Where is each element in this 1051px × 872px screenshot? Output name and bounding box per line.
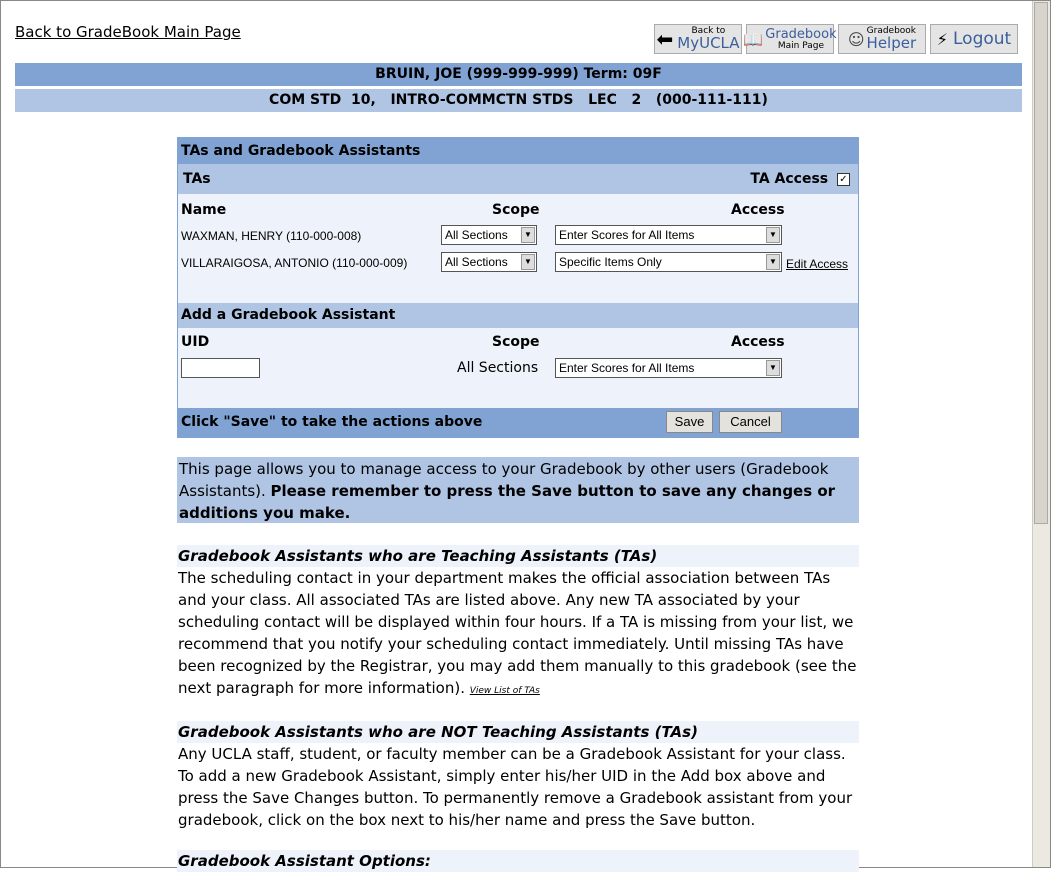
tas-section-header — [178, 164, 858, 194]
save-button[interactable]: Save — [666, 411, 713, 433]
gradebook-main-page-button[interactable] — [743, 24, 837, 54]
logout-label: Logout — [953, 28, 1012, 49]
add-assistant-header: Add a Gradebook Assistant — [178, 303, 858, 328]
col-scope: Scope — [492, 334, 540, 350]
dropdown-arrow-icon: ▼ — [766, 360, 780, 376]
ta-panel — [177, 137, 859, 438]
course-header: COM STD 10, INTRO-COMMCTN STDS LEC 2 (000-111-111) — [15, 89, 1022, 112]
section-text: The scheduling contact in your department makes the official association between TAs and your class. All associated TAs are listed above. Any new TA associated by your scheduling contact will be displayed within four hours. If a TA is missing from your list, we recommend that you notify your scheduling contact immediately. Until missing TAs have been recognized by the Registrar, you may add them manually to this gradebook (see the next paragraph for more information). — [178, 569, 857, 697]
helper-label: Helper — [866, 34, 917, 52]
section-heading: Gradebook Assistants who are Teaching Assistants (TAs) — [177, 545, 859, 567]
save-instructions: Click "Save" to take the actions above — [181, 414, 483, 430]
view-list-of-tas-link[interactable]: View List of TAs — [469, 686, 540, 696]
main-page-label: Main Page — [777, 41, 825, 51]
book-icon: 📖 — [743, 29, 764, 49]
ta-scope-select[interactable]: All Sections ▼ — [441, 225, 537, 245]
uid-input[interactable] — [181, 358, 260, 378]
back-to-gradebook-link[interactable]: Back to GradeBook Main Page — [15, 23, 241, 41]
vertical-scrollbar[interactable] — [1032, 1, 1050, 867]
helper-small-label: Gradebook — [866, 26, 917, 36]
add-access-select[interactable]: Enter Scores for All Items ▼ — [555, 358, 782, 378]
ta-access-select[interactable]: Enter Scores for All Items ▼ — [555, 225, 782, 245]
myucla-label: MyUCLA — [677, 34, 740, 52]
ta-access-label: TA Access — [750, 171, 829, 187]
non-ta-info-section — [177, 721, 859, 831]
scrollbar-thumb[interactable] — [1034, 2, 1048, 524]
col-uid: UID — [181, 334, 210, 350]
student-header: BRUIN, JOE (999-999-999) Term: 09F — [15, 63, 1022, 86]
dropdown-arrow-icon: ▼ — [521, 227, 535, 243]
logout-button[interactable] — [930, 24, 1018, 54]
col-name: Name — [181, 202, 227, 218]
ta-access-select[interactable]: Specific Items Only ▼ — [555, 252, 782, 272]
dropdown-arrow-icon: ▼ — [766, 227, 780, 243]
gradebook-label: Gradebook — [765, 27, 837, 42]
col-access: Access — [731, 202, 785, 218]
ta-name: WAXMAN, HENRY (110-000-008) — [181, 229, 362, 243]
dropdown-arrow-icon: ▼ — [766, 254, 780, 270]
section-heading: Gradebook Assistants who are NOT Teaching Assistants (TAs) — [177, 721, 859, 743]
arrow-left-icon: ⬅ — [656, 27, 674, 51]
col-scope: Scope — [492, 202, 540, 218]
section-text: Any UCLA staff, student, or faculty member can be a Gradebook Assistant for your class. To add a new Gradebook Assistant, simply enter his/her UID in the Add box above and press the Save Changes button. To permanently remove a Gradebook assistant from your gradebook, click on the box next to his/her name and press the Save button. — [178, 745, 853, 829]
add-scope-text: All Sections — [457, 360, 539, 376]
lightning-icon: ⚡ — [936, 29, 948, 49]
gradebook-helper-button[interactable] — [838, 24, 926, 54]
cancel-button[interactable]: Cancel — [719, 411, 782, 433]
bear-icon: ☺ — [847, 29, 865, 49]
ta-scope-select[interactable]: All Sections ▼ — [441, 252, 537, 272]
panel-title: TAs and Gradebook Assistants — [178, 138, 858, 164]
intro-text: This page allows you to manage access to your Gradebook by other users (Gradebook Assistants). Please remember to press the Save button to save any changes or additions you make. — [177, 457, 859, 523]
edit-access-link[interactable]: Edit Access — [786, 257, 849, 271]
tas-label: TAs — [183, 171, 211, 187]
ta-name: VILLARAIGOSA, ANTONIO (110-000-009) — [181, 256, 408, 270]
ta-access-checkbox[interactable]: ✓ — [837, 173, 850, 186]
options-section — [177, 850, 859, 872]
dropdown-arrow-icon: ▼ — [521, 254, 535, 270]
myucla-small-label: Back to — [691, 26, 726, 36]
section-heading: Gradebook Assistant Options: — [177, 850, 859, 872]
ta-info-section — [177, 545, 859, 702]
col-access: Access — [731, 334, 785, 350]
back-to-myucla-button[interactable] — [654, 24, 742, 54]
